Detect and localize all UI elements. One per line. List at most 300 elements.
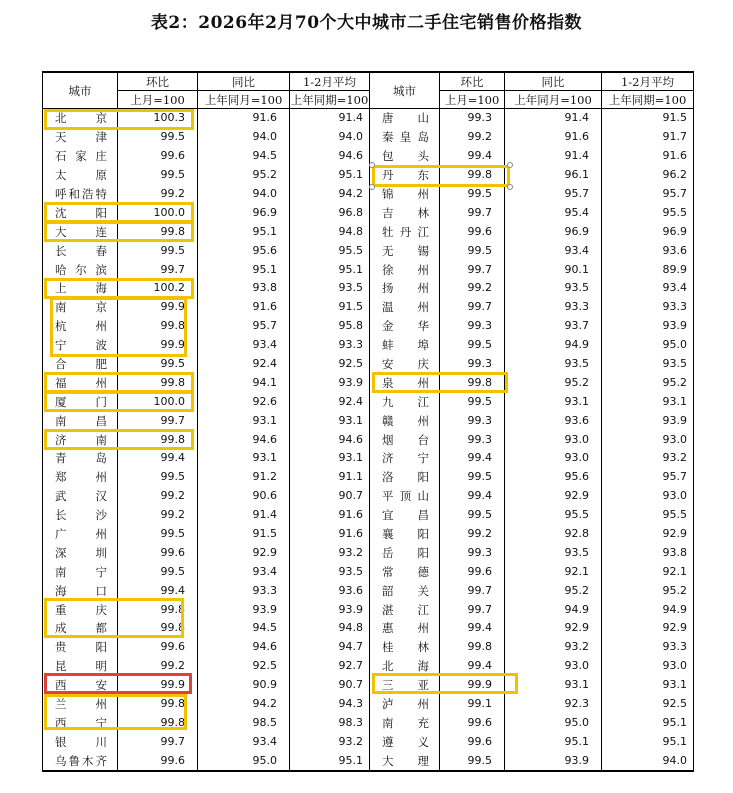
avg-cell-left: 93.6 xyxy=(290,581,370,600)
yoy-cell-left: 92.5 xyxy=(198,657,290,676)
avg-cell-right: 95.0 xyxy=(602,336,694,355)
city-cell-left: 沈 阳 xyxy=(43,203,118,222)
avg-cell-left: 94.8 xyxy=(290,619,370,638)
mom-cell-left: 99.8 xyxy=(118,373,198,392)
mom-cell-left: 99.8 xyxy=(118,619,198,638)
col-subheader-avg-right: 上年同期=100 xyxy=(602,91,694,109)
city-cell-left: 石 家 庄 xyxy=(43,147,118,166)
city-cell-left: 西 安 xyxy=(43,676,118,695)
city-cell-right: 南 充 xyxy=(370,714,440,733)
yoy-cell-right: 93.9 xyxy=(505,751,602,771)
yoy-cell-right: 93.4 xyxy=(505,241,602,260)
avg-cell-right: 92.9 xyxy=(602,525,694,544)
yoy-cell-right: 93.0 xyxy=(505,430,602,449)
avg-cell-right: 95.5 xyxy=(602,203,694,222)
mom-cell-right: 99.5 xyxy=(440,185,505,204)
col-header-avg-left: 1-2月平均 xyxy=(290,72,370,91)
table-row xyxy=(43,279,694,298)
mom-cell-right: 99.7 xyxy=(440,298,505,317)
mom-cell-left: 99.7 xyxy=(118,411,198,430)
city-cell-right: 遵 义 xyxy=(370,732,440,751)
avg-cell-left: 91.6 xyxy=(290,506,370,525)
mom-cell-right: 99.8 xyxy=(440,638,505,657)
avg-cell-left: 93.5 xyxy=(290,279,370,298)
table-row xyxy=(43,185,694,204)
table-row xyxy=(43,695,694,714)
yoy-cell-left: 93.4 xyxy=(198,336,290,355)
table-row xyxy=(43,581,694,600)
yoy-cell-right: 95.0 xyxy=(505,714,602,733)
mom-cell-left: 99.8 xyxy=(118,222,198,241)
city-cell-left: 济 南 xyxy=(43,430,118,449)
avg-cell-left: 94.6 xyxy=(290,147,370,166)
city-cell-right: 包 头 xyxy=(370,147,440,166)
col-header-yoy-left: 同比 xyxy=(198,72,290,91)
table-row xyxy=(43,751,694,771)
avg-cell-right: 95.1 xyxy=(602,714,694,733)
yoy-cell-left: 94.1 xyxy=(198,373,290,392)
city-cell-left: 厦 门 xyxy=(43,392,118,411)
avg-cell-left: 91.5 xyxy=(290,298,370,317)
table-row xyxy=(43,714,694,733)
selection-handle[interactable] xyxy=(507,184,513,190)
mom-cell-right: 99.6 xyxy=(440,732,505,751)
yoy-cell-right: 93.5 xyxy=(505,355,602,374)
yoy-cell-right: 93.5 xyxy=(505,543,602,562)
mom-cell-left: 100.2 xyxy=(118,279,198,298)
city-cell-right: 赣 州 xyxy=(370,411,440,430)
mom-cell-left: 99.7 xyxy=(118,732,198,751)
yoy-cell-right: 93.6 xyxy=(505,411,602,430)
avg-cell-right: 93.9 xyxy=(602,317,694,336)
yoy-cell-left: 93.1 xyxy=(198,449,290,468)
yoy-cell-right: 93.2 xyxy=(505,638,602,657)
yoy-cell-right: 93.0 xyxy=(505,449,602,468)
avg-cell-right: 95.2 xyxy=(602,373,694,392)
avg-cell-left: 93.5 xyxy=(290,562,370,581)
mom-cell-left: 99.2 xyxy=(118,487,198,506)
table-row xyxy=(43,109,694,128)
mom-cell-left: 99.7 xyxy=(118,260,198,279)
mom-cell-right: 99.8 xyxy=(440,166,505,185)
avg-cell-left: 94.8 xyxy=(290,222,370,241)
avg-cell-right: 89.9 xyxy=(602,260,694,279)
mom-cell-left: 100.0 xyxy=(118,203,198,222)
city-cell-left: 西 宁 xyxy=(43,714,118,733)
mom-cell-left: 99.5 xyxy=(118,468,198,487)
mom-cell-right: 99.1 xyxy=(440,695,505,714)
avg-cell-left: 94.0 xyxy=(290,128,370,147)
mom-cell-right: 99.5 xyxy=(440,751,505,771)
avg-cell-left: 94.7 xyxy=(290,638,370,657)
table-row xyxy=(43,203,694,222)
yoy-cell-left: 91.6 xyxy=(198,109,290,128)
table-row xyxy=(43,676,694,695)
city-cell-right: 牡 丹 江 xyxy=(370,222,440,241)
mom-cell-left: 99.5 xyxy=(118,355,198,374)
city-cell-left: 福 州 xyxy=(43,373,118,392)
avg-cell-right: 93.3 xyxy=(602,638,694,657)
yoy-cell-left: 94.5 xyxy=(198,147,290,166)
avg-cell-right: 91.5 xyxy=(602,109,694,128)
mom-cell-right: 99.5 xyxy=(440,336,505,355)
table-title: 表2：2026年2月70个大中城市二手住宅销售价格指数 xyxy=(150,13,583,33)
mom-cell-left: 100.0 xyxy=(118,392,198,411)
yoy-cell-right: 95.5 xyxy=(505,506,602,525)
yoy-cell-right: 95.4 xyxy=(505,203,602,222)
mom-cell-left: 99.6 xyxy=(118,543,198,562)
mom-cell-right: 99.2 xyxy=(440,279,505,298)
avg-cell-left: 94.6 xyxy=(290,430,370,449)
table-row xyxy=(43,638,694,657)
yoy-cell-right: 96.9 xyxy=(505,222,602,241)
avg-cell-right: 95.5 xyxy=(602,506,694,525)
avg-cell-right: 95.7 xyxy=(602,185,694,204)
yoy-cell-left: 94.5 xyxy=(198,619,290,638)
city-cell-left: 长 沙 xyxy=(43,506,118,525)
avg-cell-left: 94.2 xyxy=(290,185,370,204)
table-row xyxy=(43,487,694,506)
yoy-cell-left: 93.1 xyxy=(198,411,290,430)
mom-cell-left: 99.6 xyxy=(118,638,198,657)
table-row xyxy=(43,525,694,544)
table-row xyxy=(43,392,694,411)
mom-cell-right: 99.7 xyxy=(440,203,505,222)
yoy-cell-left: 93.4 xyxy=(198,562,290,581)
mom-cell-left: 99.4 xyxy=(118,449,198,468)
table-row xyxy=(43,619,694,638)
avg-cell-right: 93.0 xyxy=(602,657,694,676)
table-row xyxy=(43,222,694,241)
yoy-cell-right: 90.1 xyxy=(505,260,602,279)
table-row xyxy=(43,373,694,392)
mom-cell-left: 99.8 xyxy=(118,430,198,449)
yoy-cell-left: 95.0 xyxy=(198,751,290,771)
col-subheader-yoy-right: 上年同月=100 xyxy=(505,91,602,109)
avg-cell-left: 91.6 xyxy=(290,525,370,544)
yoy-cell-right: 93.7 xyxy=(505,317,602,336)
yoy-cell-left: 90.9 xyxy=(198,676,290,695)
city-cell-right: 北 海 xyxy=(370,657,440,676)
avg-cell-left: 93.9 xyxy=(290,373,370,392)
avg-cell-left: 95.8 xyxy=(290,317,370,336)
city-cell-right: 吉 林 xyxy=(370,203,440,222)
mom-cell-right: 99.6 xyxy=(440,562,505,581)
mom-cell-right: 99.5 xyxy=(440,392,505,411)
yoy-cell-left: 95.1 xyxy=(198,222,290,241)
yoy-cell-left: 92.9 xyxy=(198,543,290,562)
avg-cell-right: 93.0 xyxy=(602,487,694,506)
yoy-cell-left: 92.4 xyxy=(198,355,290,374)
price-index-table xyxy=(42,71,694,772)
city-cell-left: 深 圳 xyxy=(43,543,118,562)
mom-cell-right: 99.3 xyxy=(440,317,505,336)
table-row xyxy=(43,298,694,317)
mom-cell-left: 99.8 xyxy=(118,714,198,733)
table-row xyxy=(43,543,694,562)
avg-cell-left: 94.3 xyxy=(290,695,370,714)
city-cell-left: 大 连 xyxy=(43,222,118,241)
avg-cell-left: 93.2 xyxy=(290,732,370,751)
table-row xyxy=(43,166,694,185)
avg-cell-left: 92.7 xyxy=(290,657,370,676)
table-row xyxy=(43,317,694,336)
city-cell-right: 惠 州 xyxy=(370,619,440,638)
mom-cell-right: 99.9 xyxy=(440,676,505,695)
avg-cell-right: 93.3 xyxy=(602,298,694,317)
avg-cell-right: 93.1 xyxy=(602,676,694,695)
yoy-cell-left: 93.3 xyxy=(198,581,290,600)
yoy-cell-right: 92.1 xyxy=(505,562,602,581)
col-subheader-mom-right: 上月=100 xyxy=(440,91,505,109)
city-cell-left: 北 京 xyxy=(43,109,118,128)
city-cell-left: 上 海 xyxy=(43,279,118,298)
yoy-cell-right: 92.9 xyxy=(505,619,602,638)
city-cell-left: 南 京 xyxy=(43,298,118,317)
avg-cell-left: 92.5 xyxy=(290,355,370,374)
mom-cell-right: 99.5 xyxy=(440,506,505,525)
yoy-cell-left: 94.0 xyxy=(198,128,290,147)
city-cell-left: 昆 明 xyxy=(43,657,118,676)
yoy-cell-left: 94.0 xyxy=(198,185,290,204)
avg-cell-left: 90.7 xyxy=(290,487,370,506)
yoy-cell-right: 92.9 xyxy=(505,487,602,506)
col-subheader-mom-left: 上月=100 xyxy=(118,91,198,109)
table-row xyxy=(43,355,694,374)
city-cell-left: 杭 州 xyxy=(43,317,118,336)
avg-cell-right: 93.8 xyxy=(602,543,694,562)
col-header-city-right: 城市 xyxy=(370,72,440,109)
avg-cell-left: 93.9 xyxy=(290,600,370,619)
mom-cell-right: 99.3 xyxy=(440,411,505,430)
avg-cell-left: 96.8 xyxy=(290,203,370,222)
mom-cell-left: 99.6 xyxy=(118,751,198,771)
yoy-cell-right: 94.9 xyxy=(505,600,602,619)
mom-cell-left: 100.3 xyxy=(118,109,198,128)
avg-cell-right: 96.9 xyxy=(602,222,694,241)
avg-cell-left: 95.1 xyxy=(290,260,370,279)
table-row xyxy=(43,241,694,260)
mom-cell-right: 99.3 xyxy=(440,543,505,562)
city-cell-right: 泸 州 xyxy=(370,695,440,714)
city-cell-right: 安 庆 xyxy=(370,355,440,374)
table-row xyxy=(43,411,694,430)
city-cell-left: 天 津 xyxy=(43,128,118,147)
yoy-cell-left: 94.2 xyxy=(198,695,290,714)
selection-handle[interactable] xyxy=(507,162,513,168)
mom-cell-right: 99.4 xyxy=(440,487,505,506)
table-row xyxy=(43,468,694,487)
city-cell-left: 南 宁 xyxy=(43,562,118,581)
yoy-cell-right: 93.1 xyxy=(505,676,602,695)
table-row xyxy=(43,128,694,147)
city-cell-left: 南 昌 xyxy=(43,411,118,430)
avg-cell-right: 91.7 xyxy=(602,128,694,147)
yoy-cell-left: 94.6 xyxy=(198,638,290,657)
yoy-cell-left: 95.7 xyxy=(198,317,290,336)
header-row-1 xyxy=(43,72,694,91)
yoy-cell-right: 93.0 xyxy=(505,657,602,676)
city-cell-left: 乌鲁木齐 xyxy=(43,751,118,771)
yoy-cell-right: 93.1 xyxy=(505,392,602,411)
avg-cell-right: 93.0 xyxy=(602,430,694,449)
mom-cell-left: 99.6 xyxy=(118,147,198,166)
mom-cell-left: 99.4 xyxy=(118,581,198,600)
avg-cell-left: 91.4 xyxy=(290,109,370,128)
avg-cell-left: 90.7 xyxy=(290,676,370,695)
yoy-cell-right: 91.4 xyxy=(505,109,602,128)
city-cell-left: 成 都 xyxy=(43,619,118,638)
avg-cell-right: 91.6 xyxy=(602,147,694,166)
city-cell-right: 桂 林 xyxy=(370,638,440,657)
col-header-avg-right: 1-2月平均 xyxy=(602,72,694,91)
table-row xyxy=(43,562,694,581)
mom-cell-left: 99.5 xyxy=(118,241,198,260)
city-cell-right: 唐 山 xyxy=(370,109,440,128)
mom-cell-left: 99.5 xyxy=(118,525,198,544)
table-body xyxy=(43,109,694,772)
avg-cell-right: 93.9 xyxy=(602,411,694,430)
mom-cell-left: 99.5 xyxy=(118,166,198,185)
table-row xyxy=(43,147,694,166)
yoy-cell-right: 92.3 xyxy=(505,695,602,714)
avg-cell-left: 93.1 xyxy=(290,411,370,430)
avg-cell-right: 92.1 xyxy=(602,562,694,581)
city-cell-left: 呼和浩特 xyxy=(43,185,118,204)
city-cell-right: 大 理 xyxy=(370,751,440,771)
avg-cell-right: 93.4 xyxy=(602,279,694,298)
city-cell-right: 蚌 埠 xyxy=(370,336,440,355)
mom-cell-right: 99.2 xyxy=(440,128,505,147)
avg-cell-left: 95.1 xyxy=(290,751,370,771)
city-cell-left: 太 原 xyxy=(43,166,118,185)
yoy-cell-right: 91.6 xyxy=(505,128,602,147)
city-cell-left: 重 庆 xyxy=(43,600,118,619)
avg-cell-left: 95.5 xyxy=(290,241,370,260)
mom-cell-right: 99.3 xyxy=(440,430,505,449)
yoy-cell-right: 95.7 xyxy=(505,185,602,204)
city-cell-right: 无 锡 xyxy=(370,241,440,260)
yoy-cell-right: 95.2 xyxy=(505,373,602,392)
city-cell-right: 烟 台 xyxy=(370,430,440,449)
selection-handle[interactable] xyxy=(369,184,375,190)
yoy-cell-left: 93.4 xyxy=(198,732,290,751)
avg-cell-right: 93.1 xyxy=(602,392,694,411)
yoy-cell-right: 92.8 xyxy=(505,525,602,544)
table-row xyxy=(43,600,694,619)
avg-cell-right: 93.5 xyxy=(602,355,694,374)
avg-cell-left: 92.4 xyxy=(290,392,370,411)
mom-cell-left: 99.5 xyxy=(118,128,198,147)
mom-cell-right: 99.7 xyxy=(440,600,505,619)
yoy-cell-left: 92.6 xyxy=(198,392,290,411)
mom-cell-right: 99.4 xyxy=(440,619,505,638)
col-header-mom-right: 环比 xyxy=(440,72,505,91)
mom-cell-right: 99.7 xyxy=(440,581,505,600)
city-cell-right: 九 江 xyxy=(370,392,440,411)
selection-handle[interactable] xyxy=(369,162,375,168)
city-cell-left: 海 口 xyxy=(43,581,118,600)
yoy-cell-left: 95.2 xyxy=(198,166,290,185)
table-row xyxy=(43,506,694,525)
city-cell-right: 湛 江 xyxy=(370,600,440,619)
yoy-cell-left: 95.6 xyxy=(198,241,290,260)
mom-cell-left: 99.2 xyxy=(118,657,198,676)
city-cell-right: 襄 阳 xyxy=(370,525,440,544)
city-cell-right: 秦 皇 岛 xyxy=(370,128,440,147)
city-cell-right: 金 华 xyxy=(370,317,440,336)
avg-cell-right: 93.6 xyxy=(602,241,694,260)
city-cell-right: 丹 东 xyxy=(370,166,440,185)
mom-cell-right: 99.7 xyxy=(440,260,505,279)
mom-cell-left: 99.2 xyxy=(118,185,198,204)
col-subheader-avg-left: 上年同期=100 xyxy=(290,92,369,107)
mom-cell-left: 99.2 xyxy=(118,506,198,525)
mom-cell-right: 99.3 xyxy=(440,355,505,374)
header-row-2 xyxy=(43,91,694,109)
city-cell-right: 徐 州 xyxy=(370,260,440,279)
mom-cell-right: 99.4 xyxy=(440,657,505,676)
yoy-cell-right: 94.9 xyxy=(505,336,602,355)
yoy-cell-left: 93.8 xyxy=(198,279,290,298)
yoy-cell-left: 93.9 xyxy=(198,600,290,619)
yoy-cell-left: 96.9 xyxy=(198,203,290,222)
mom-cell-left: 99.9 xyxy=(118,298,198,317)
city-cell-left: 银 川 xyxy=(43,732,118,751)
yoy-cell-right: 96.1 xyxy=(505,166,602,185)
col-subheader-yoy-left: 上年同月=100 xyxy=(198,91,290,109)
avg-cell-right: 93.2 xyxy=(602,449,694,468)
avg-cell-left: 93.2 xyxy=(290,543,370,562)
table-row xyxy=(43,260,694,279)
city-cell-right: 韶 关 xyxy=(370,581,440,600)
city-cell-left: 郑 州 xyxy=(43,468,118,487)
avg-cell-left: 93.3 xyxy=(290,336,370,355)
avg-cell-right: 96.2 xyxy=(602,166,694,185)
yoy-cell-left: 98.5 xyxy=(198,714,290,733)
avg-cell-right: 94.9 xyxy=(602,600,694,619)
mom-cell-right: 99.2 xyxy=(440,525,505,544)
city-cell-left: 宁 波 xyxy=(43,336,118,355)
city-cell-right: 济 宁 xyxy=(370,449,440,468)
yoy-cell-left: 90.6 xyxy=(198,487,290,506)
yoy-cell-right: 93.5 xyxy=(505,279,602,298)
yoy-cell-left: 91.6 xyxy=(198,298,290,317)
city-cell-right: 泉 州 xyxy=(370,373,440,392)
city-cell-right: 常 德 xyxy=(370,562,440,581)
avg-cell-right: 95.2 xyxy=(602,581,694,600)
city-cell-left: 青 岛 xyxy=(43,449,118,468)
city-cell-right: 岳 阳 xyxy=(370,543,440,562)
avg-cell-left: 91.1 xyxy=(290,468,370,487)
table-row xyxy=(43,657,694,676)
yoy-cell-left: 95.1 xyxy=(198,260,290,279)
yoy-cell-right: 95.1 xyxy=(505,732,602,751)
city-cell-right: 三 亚 xyxy=(370,676,440,695)
avg-cell-right: 95.1 xyxy=(602,732,694,751)
mom-cell-left: 99.8 xyxy=(118,695,198,714)
city-cell-right: 宜 昌 xyxy=(370,506,440,525)
avg-cell-right: 94.0 xyxy=(602,751,694,771)
yoy-cell-right: 95.6 xyxy=(505,468,602,487)
city-cell-left: 武 汉 xyxy=(43,487,118,506)
table-row xyxy=(43,732,694,751)
avg-cell-right: 92.5 xyxy=(602,695,694,714)
yoy-cell-right: 95.2 xyxy=(505,581,602,600)
city-cell-left: 长 春 xyxy=(43,241,118,260)
avg-cell-left: 93.1 xyxy=(290,449,370,468)
yoy-cell-right: 91.4 xyxy=(505,147,602,166)
